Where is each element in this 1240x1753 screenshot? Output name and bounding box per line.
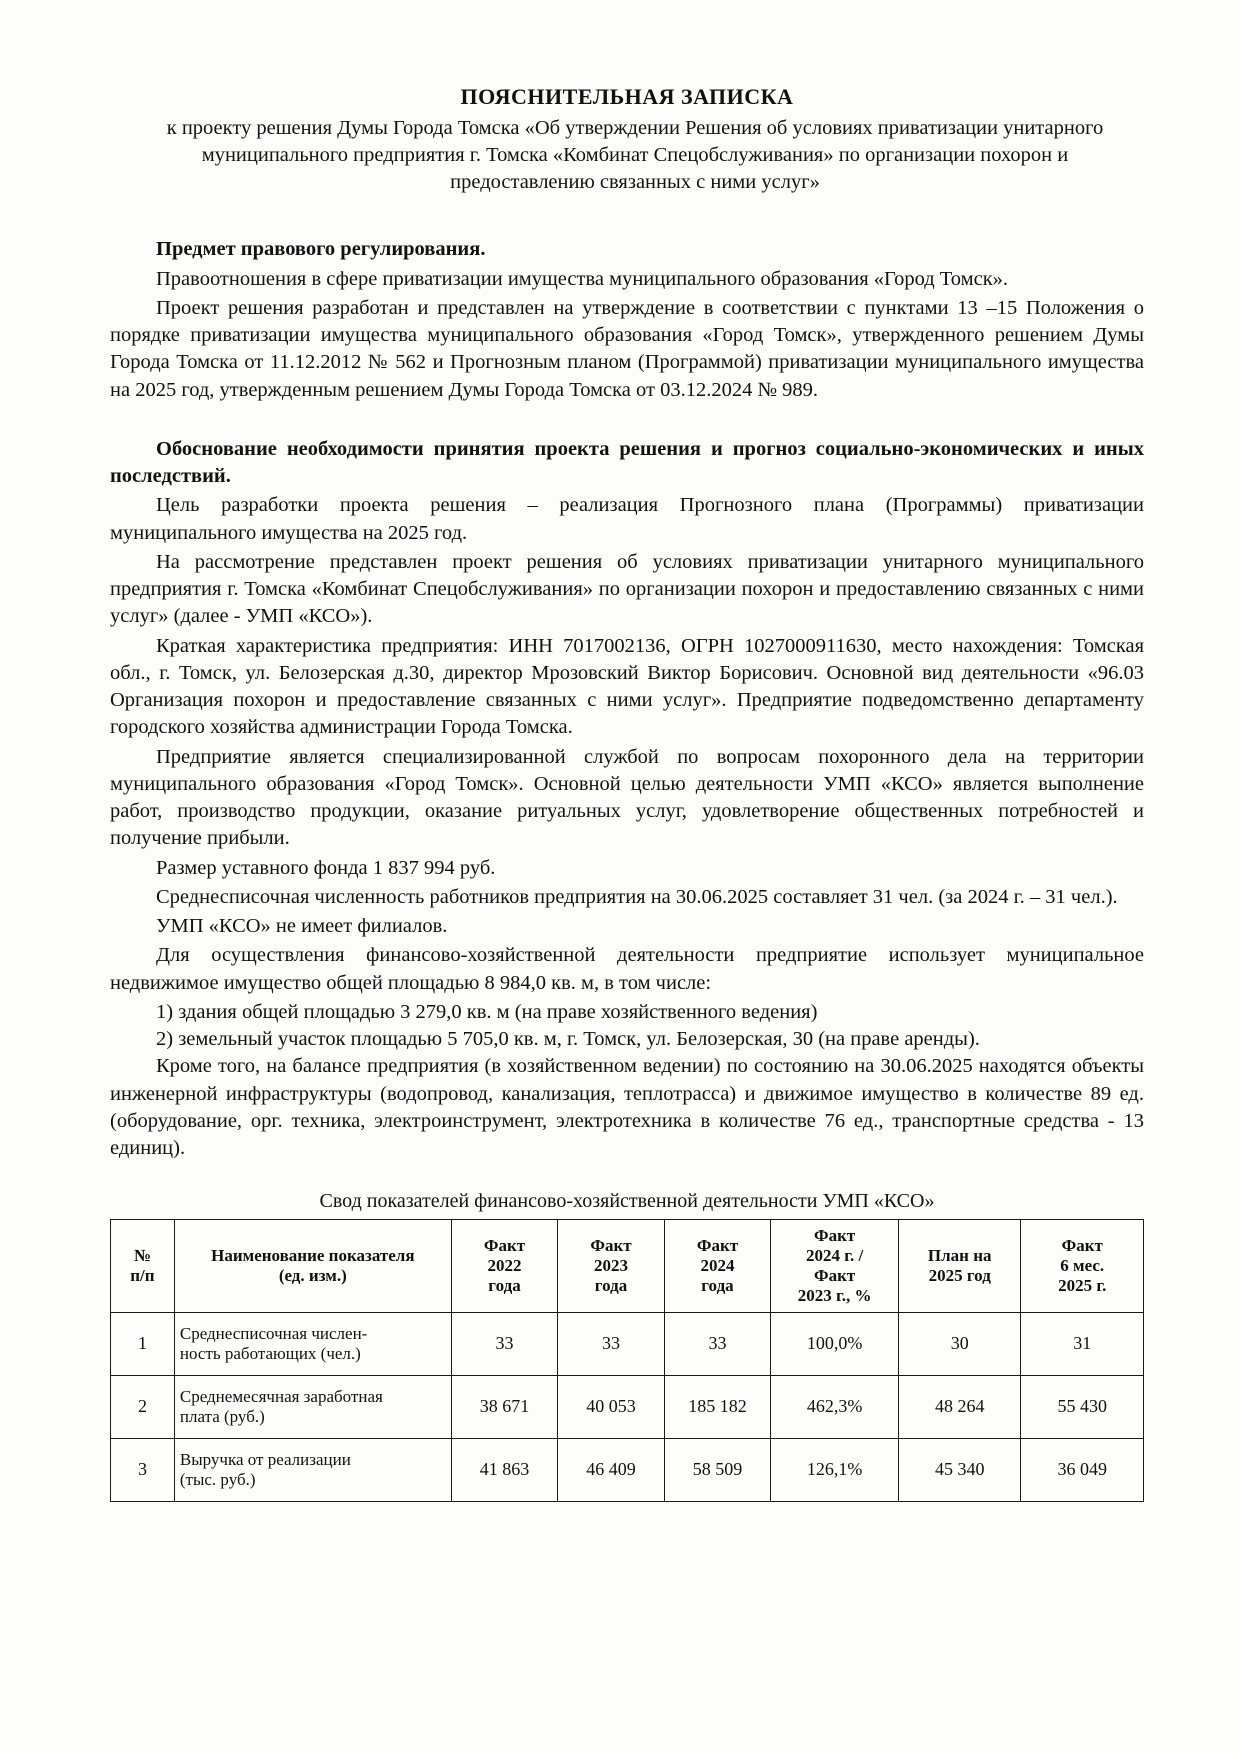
paragraph-headcount: Среднесписочная численность работников предприятия на 30.06.2025 составляет 31 чел. (за 2024 г. – 31 чел.). [156, 885, 1118, 908]
paragraph-charter-fund: Размер уставного фонда 1 837 994 руб. [156, 856, 496, 879]
cell-fact-2023: 33 [558, 1313, 664, 1376]
cell-index: 1 [111, 1313, 175, 1376]
cell-line: Выручка от реализации [179, 1449, 351, 1469]
cell-fact-2024: 33 [664, 1313, 770, 1376]
header-line: 2023 [593, 1256, 628, 1276]
table-caption: Свод показателей финансово-хозяйственной деятельности УМП «КСО» [319, 1190, 935, 1213]
paragraph-just-1: Цель разработки проекта решения – реализация Прогнозного плана (Программы) приватизации муниципального имущества на 2025 год. [110, 494, 1144, 544]
table-row [111, 1376, 1144, 1439]
header-line: п/п [130, 1266, 155, 1286]
list-item-land: 2) земельный участок площадью 5 705,0 кв. м, г. Томск, ул. Белозерская, 30 (на праве аренды). [156, 1028, 980, 1051]
column-header-fact-half-2025 [1021, 1219, 1144, 1312]
header-line: 6 мес. [1060, 1256, 1105, 1276]
cell-line: плата (руб.) [179, 1407, 265, 1427]
header-line: Факт [696, 1236, 739, 1255]
column-header-index [111, 1219, 175, 1312]
cell-indicator-name [174, 1439, 451, 1502]
cell-index: 2 [111, 1376, 175, 1439]
cell-fact-2022: 33 [451, 1313, 557, 1376]
cell-plan-2025: 30 [899, 1313, 1021, 1376]
paragraph-branches: УМП «КСО» не имеет филиалов. [156, 915, 448, 938]
section-heading-justification: Обоснование необходимости принятия проекта решения и прогноз социально-экономических и иных последствий. [110, 437, 1144, 488]
cell-fact-2022: 41 863 [451, 1439, 557, 1502]
paragraph-just-4: Предприятие является специализированной службой по вопросам похоронного дела на территории муниципального образования «Город Томск». Основной целью деятельности УМП «КСО» является выполнение работ, производство продукции, оказание ритуальных услуг, удовлетворение общественных потребностей и получение прибыли. [110, 745, 1144, 850]
header-line: Факт [483, 1236, 526, 1255]
paragraph-subject-2: Проект решения разработан и представлен на утверждение в соответствии с пунктами 13 –15 Положения о порядке приватизации имущества муниципального образования «Город Томск», утвержденного решением Думы Города Томска от 11.12.2012 № 562 и Прогнозным планом (Программой) приватизации муниципального имущества на 2025 год, утвержденным решением Думы Города Томска от 03.12.2024 № 989. [110, 296, 1144, 401]
header-line: 2024 г. / [805, 1246, 864, 1266]
cell-fact-half-2025: 31 [1021, 1313, 1144, 1376]
table-header-row [111, 1219, 1144, 1312]
cell-fact-2022: 38 671 [451, 1376, 557, 1439]
list-item-buildings: 1) здания общей площадью 3 279,0 кв. м (на праве хозяйственного ведения) [156, 1000, 818, 1023]
header-line: 2024 [700, 1256, 735, 1276]
header-line: 2025 г. [1058, 1276, 1107, 1296]
header-line: 2022 [487, 1256, 522, 1276]
column-header-ratio-2024-2023 [771, 1219, 899, 1312]
table-row [111, 1313, 1144, 1376]
header-line: Факт [590, 1236, 632, 1255]
paragraph-subject-1: Правоотношения в сфере приватизации имущества муниципального образования «Город Томск». [156, 267, 1009, 290]
page-title: ПОЯСНИТЕЛЬНАЯ ЗАПИСКА [460, 84, 794, 109]
cell-fact-2024: 58 509 [664, 1439, 770, 1502]
table-row [111, 1439, 1144, 1502]
column-header-fact-2024 [664, 1219, 770, 1312]
paragraph-just-3: Краткая характеристика предприятия: ИНН 7017002136, ОГРН 1027000911630, место нахождения: Томская обл., г. Томск, ул. Белозерская д.30, директор Мрозовский Виктор Борисович. Основной вид деятельности «96.03 Организация похорон и предоставление связанных с ними услуг». Предприятие подведомственно департаменту городского хозяйства администрации Города Томска. [110, 634, 1144, 739]
cell-plan-2025: 48 264 [899, 1376, 1021, 1439]
header-line: Факт [813, 1225, 856, 1245]
header-line: 2025 год [928, 1266, 991, 1286]
column-header-fact-2022 [451, 1219, 557, 1312]
cell-indicator-name [174, 1313, 451, 1376]
header-line: года [594, 1276, 628, 1296]
financial-indicators-table [110, 1219, 1144, 1502]
cell-line: Среднесписочная числен- [179, 1323, 368, 1343]
paragraph-property-intro: Для осуществления финансово-хозяйственной деятельности предприятие использует муниципальное недвижимое имущество общей площадью 8 984,0 кв. м, в том числе: [110, 944, 1144, 994]
header-line: года [701, 1276, 734, 1296]
document-subtitle: к проекту решения Думы Города Томска «Об утверждении Решения об условиях приватизации унитарного муниципального предприятия г. Томска «Комбинат Спецобслуживания» по организации похорон и предоставлению связанных с ними услуг» [166, 117, 1104, 194]
cell-fact-2024: 185 182 [664, 1376, 770, 1439]
cell-line: ность работающих (чел.) [179, 1344, 361, 1364]
header-line: (ед. изм.) [278, 1266, 347, 1286]
header-line: Факт [813, 1266, 856, 1286]
cell-ratio: 462,3% [771, 1376, 899, 1439]
header-line: № [133, 1246, 151, 1266]
cell-ratio: 126,1% [771, 1439, 899, 1502]
header-line: Наименование показателя [211, 1246, 415, 1266]
cell-indicator-name [174, 1376, 451, 1439]
cell-line: Среднемесячная заработная [179, 1386, 383, 1406]
cell-ratio: 100,0% [771, 1313, 899, 1376]
cell-fact-2023: 40 053 [558, 1376, 664, 1439]
cell-fact-half-2025: 55 430 [1021, 1376, 1144, 1439]
header-line: 2023 г., % [797, 1286, 872, 1306]
column-header-plan-2025 [899, 1219, 1021, 1312]
column-header-fact-2023 [558, 1219, 664, 1312]
column-header-indicator-name [174, 1219, 451, 1312]
cell-line: (тыс. руб.) [179, 1470, 256, 1490]
cell-index: 3 [111, 1439, 175, 1502]
header-line: Факт [1061, 1236, 1103, 1255]
paragraph-balance: Кроме того, на балансе предприятия (в хозяйственном ведении) по состоянию на 30.06.2025 находятся объекты инженерной инфраструктуры (водопровод, канализация, теплотрасса) и движимое имущество в количестве 89 ед. (оборудование, орг. техника, электроинструмент, электротехника в количестве 76 ед., транспортные средства - 13 единиц). [110, 1055, 1144, 1160]
cell-plan-2025: 45 340 [899, 1439, 1021, 1502]
paragraph-just-2: На рассмотрение представлен проект решения об условиях приватизации унитарного муниципального предприятия г. Томска «Комбинат Спецобслуживания» по организации похорон и предоставлению связанных с ними услуг» (далее - УМП «КСО»). [110, 550, 1144, 628]
cell-fact-half-2025: 36 049 [1021, 1439, 1144, 1502]
section-heading-subject: Предмет правового регулирования. [156, 238, 486, 261]
cell-fact-2023: 46 409 [558, 1439, 664, 1502]
header-line: План на [927, 1246, 992, 1266]
header-line: года [488, 1276, 521, 1296]
